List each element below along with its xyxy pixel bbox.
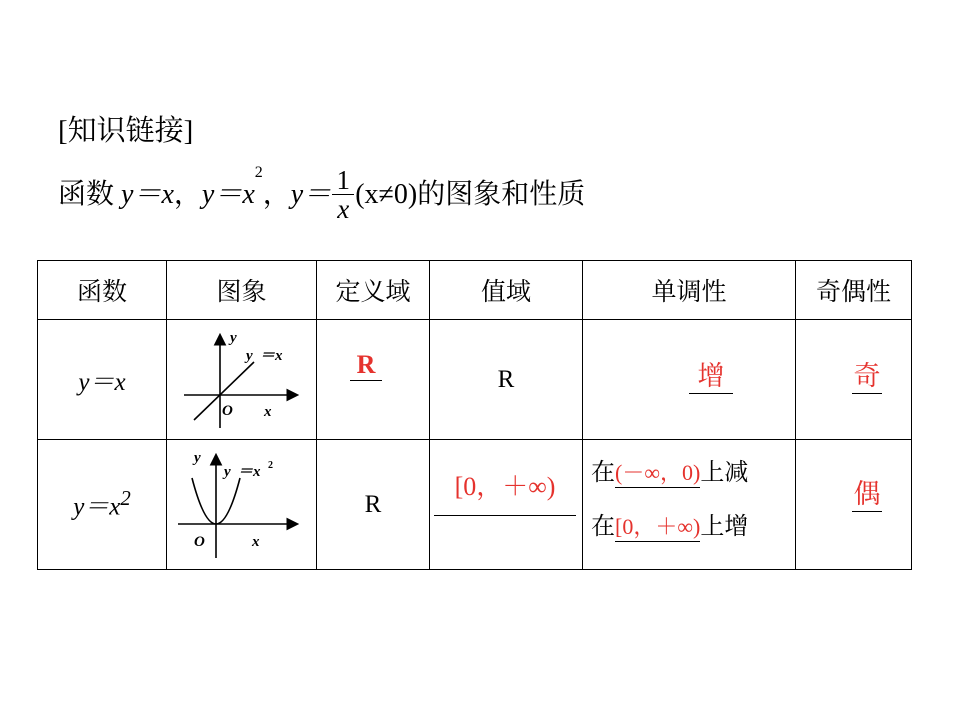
- fraction-denominator: x: [337, 194, 350, 224]
- mono-prefix: 在: [591, 514, 615, 540]
- origin-label: O: [221, 402, 233, 419]
- parity-cell: [796, 320, 912, 440]
- mono-suffix: 上减: [700, 460, 749, 486]
- domain-cell: [317, 320, 430, 440]
- function-cell: [38, 440, 167, 570]
- parabola-graph: [172, 450, 312, 560]
- mono-interval-answer: [0，＋∞): [615, 510, 700, 542]
- function-cell: [38, 320, 167, 440]
- header-cell: 奇偶性: [796, 261, 912, 320]
- curve-equation: ＝x: [259, 347, 283, 364]
- header-cell: 单调性: [583, 261, 796, 320]
- section-heading: [知识链接]: [58, 115, 194, 147]
- curve-label: y: [245, 347, 253, 364]
- fraction-numerator: 1: [332, 166, 354, 195]
- curve-label: y: [223, 463, 231, 480]
- table-header-row: [38, 261, 912, 320]
- intro-sep: ，: [262, 178, 291, 210]
- monotonicity-cell: [583, 440, 796, 570]
- properties-table: [37, 260, 912, 570]
- mono-suffix: 上增: [700, 514, 749, 540]
- function-label: y＝x: [73, 493, 121, 521]
- header-cell: 值域: [430, 261, 583, 320]
- y-axis-label: y: [193, 449, 201, 466]
- monotonicity-cell: [583, 320, 796, 440]
- header-cell: 图象: [167, 261, 317, 320]
- header-cell: 定义域: [317, 261, 430, 320]
- x-axis-label: x: [251, 533, 259, 550]
- mono-interval-answer: (－∞，0): [615, 456, 700, 488]
- range-cell: [430, 440, 583, 570]
- header-cell: 函数: [38, 261, 167, 320]
- intro-func-reciprocal-lhs: y＝: [290, 178, 332, 210]
- intro-prefix: 函数: [58, 178, 115, 210]
- monotonicity-line-1: [591, 452, 748, 488]
- range-cell: [430, 320, 583, 440]
- curve-exponent: 2: [267, 459, 273, 471]
- range-value: R: [497, 365, 515, 393]
- origin-label: O: [193, 533, 205, 550]
- domain-answer: R: [350, 350, 382, 381]
- parity-cell: [796, 440, 912, 570]
- table-row: [38, 320, 912, 440]
- reciprocal-fraction: [332, 166, 354, 223]
- y-axis-label: y: [229, 329, 237, 346]
- range-answer: [0，＋∞): [434, 466, 576, 516]
- parity-answer: 奇: [852, 354, 882, 394]
- curve-equation: ＝x: [237, 463, 261, 480]
- parity-answer: 偶: [852, 472, 882, 512]
- x-axis-label: x: [263, 403, 271, 420]
- function-exponent: 2: [120, 486, 131, 511]
- intro-func-square-exp: 2: [254, 164, 263, 181]
- intro-line: [58, 164, 586, 225]
- domain-cell: [317, 440, 430, 570]
- intro-func-square: y＝x: [201, 178, 255, 210]
- graph-cell: [167, 320, 317, 440]
- monotonicity-line-2: [591, 506, 748, 542]
- intro-suffix: 的图象和性质: [417, 178, 586, 210]
- monotonicity-answer: 增: [689, 354, 733, 394]
- graph-cell: [167, 440, 317, 570]
- linear-graph: [172, 330, 312, 430]
- domain-value: R: [364, 490, 382, 518]
- mono-prefix: 在: [591, 460, 615, 486]
- table-row: [38, 440, 912, 570]
- intro-sep: ，: [173, 178, 202, 210]
- intro-condition: (x≠0): [355, 178, 418, 210]
- intro-func-linear: y＝x: [121, 178, 174, 210]
- function-label: y＝x: [78, 368, 126, 396]
